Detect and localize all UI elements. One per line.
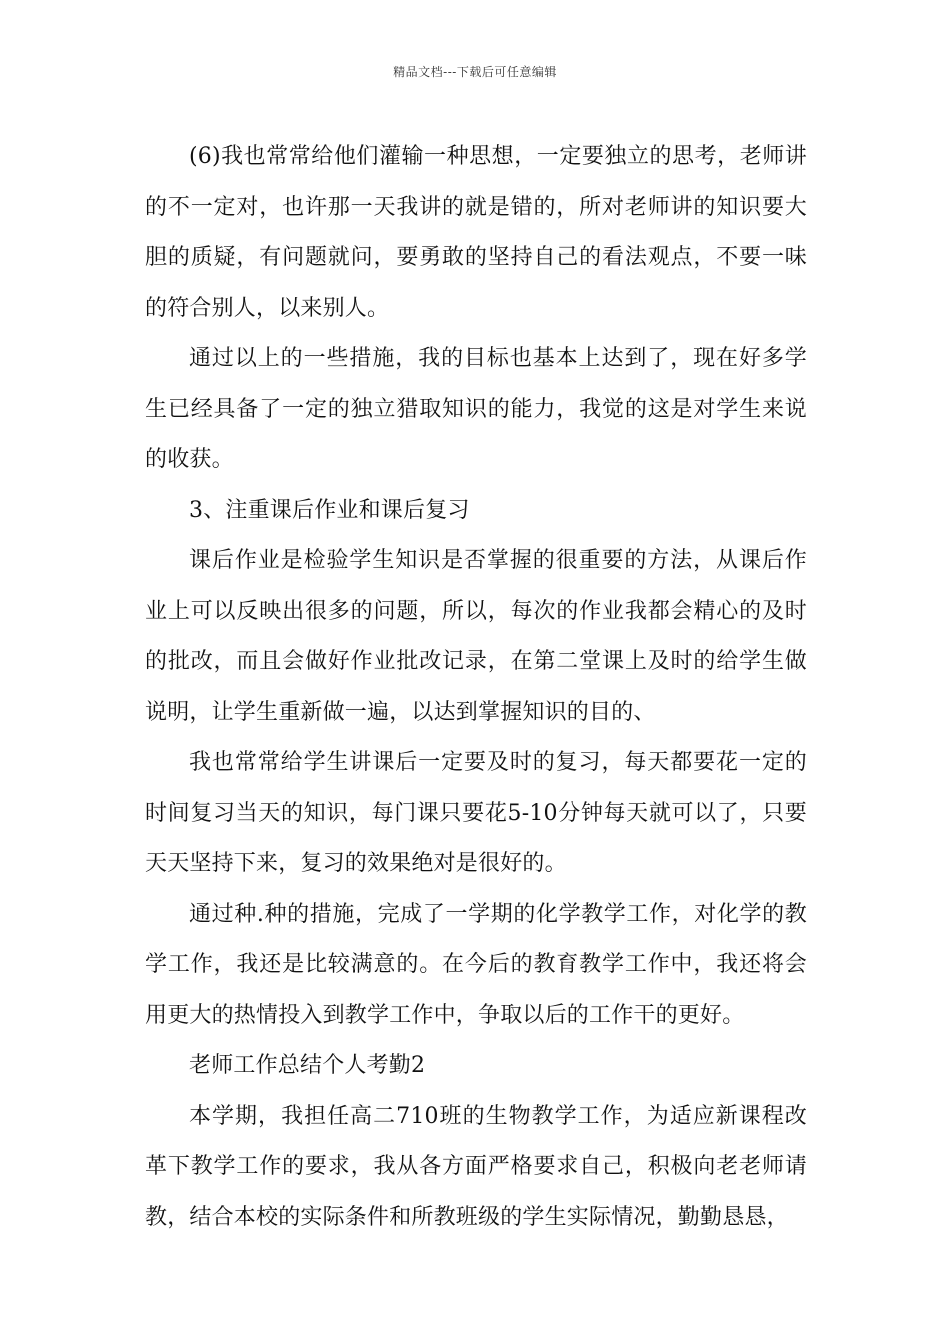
page-header: 精品文档---下载后可任意编辑 [393,65,557,79]
paragraph-semester-intro: 本学期，我担任高二710班的生物教学工作，为适应新课程改革下教学工作的要求，我从各方面严格要求自己，积极向老老师请教，结合本校的实际条件和所教班级的学生实际情况，勤勤恳恳， [145,1103,807,1230]
paragraph-review: 我也常常给学生讲课后一定要及时的复习，每天都要花一定的时间复习当天的知识，每门课只要花5-10分钟每天就可以了，只要天天坚持下来，复习的效果绝对是很好的。 [145,750,807,876]
paragraph-independent-thinking: (6)我也常常给他们灌输一种思想，一定要独立的思考，老师讲的不一定对，也许那一天我讲的就是错的，所对老师讲的知识要大胆的质疑，有问题就问，要勇敢的坚持自己的看法观点，不要一味的符合别人，以来别人。 [145,144,807,321]
document-body [145,132,807,1243]
paragraph-conclusion: 通过种.种的措施，完成了一学期的化学教学工作，对化学的教学工作，我还是比较满意的。在今后的教育教学工作中，我还将会用更大的热情投入到教学工作中，争取以后的工作干的更好。 [145,901,807,1028]
paragraph-goal-achieved: 通过以上的一些措施，我的目标也基本上达到了，现在好多学生已经具备了一定的独立猎取知识的能力，我觉的这是对学生来说的收获。 [145,346,807,472]
section-heading-homework-review: 3、注重课后作业和课后复习 [189,497,470,523]
section-heading-summary-2: 老师工作总结个人考勤2 [189,1053,426,1078]
paragraph-homework: 课后作业是检验学生知识是否掌握的很重要的方法，从课后作业上可以反映出很多的问题，所以，每次的作业我都会精心的及时的批改，而且会做好作业批改记录，在第二堂课上及时的给学生做说明，让学生重新做一遍，以达到掌握知识的目的、 [145,548,807,725]
